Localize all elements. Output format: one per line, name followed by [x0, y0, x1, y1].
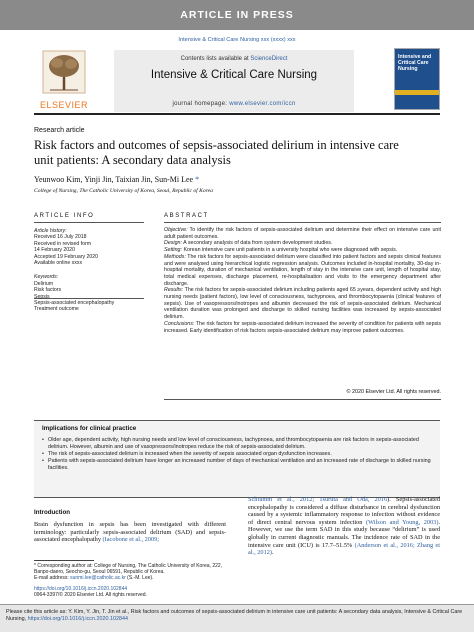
affiliation: College of Nursing, The Catholic University of Korea, Seoul, Republic of Korea — [34, 188, 213, 194]
introduction-continued — [248, 496, 440, 557]
journal-homepage — [114, 101, 354, 107]
abstract-objective — [164, 227, 441, 240]
abstract-heading: ABSTRACT — [164, 213, 209, 219]
implications-box — [34, 420, 440, 498]
article-in-press-banner: ARTICLE IN PRESS — [0, 0, 474, 30]
elsevier-wordmark: ELSEVIER — [39, 100, 89, 110]
implication-item: • Older age, dependent activity, high nursing needs and low level of consciousness, tachypnoea, and thrombocytopaenia are risk factors in sepsis-associated delirium. However, albumin and use of vasopressors/inotropes reduce the risk of sepsis-associated delirium. — [42, 437, 419, 450]
contents-line — [114, 56, 354, 62]
keyword: Sepsis — [34, 293, 50, 300]
bullet-icon: • — [42, 450, 44, 457]
abstract-results — [164, 287, 441, 321]
citation-box — [0, 604, 474, 632]
results-text: The risk factors for sepsis-associated delirium including patients aged 65 ≥years, dependent activity and high nursing needs (patient factors), low level of consciousness, tachypnoea, and thrombocytopaenia (clinical features of sepsis). Use of vasopressors/inotropes and albumin decreased the risk of sepsis-associated delirium. Mechanical ventilation duration was prolonged and discharge to skilled nursing facilities was increased by sepsis-associated delirium. — [164, 287, 441, 321]
article-info-heading: ARTICLE INFO — [34, 213, 95, 219]
email-line: E-mail address: sunmi.lee@catholic.ac.kr (S.-M. Lee). — [34, 575, 154, 582]
journal-title: Intensive & Critical Care Nursing — [150, 69, 318, 81]
abstract-conclusions — [164, 321, 441, 334]
methods-label: Methods: — [164, 253, 186, 260]
keyword: Sepsis-associated encephalopathy — [34, 300, 115, 307]
authors-text: Yeunwoo Kim, Yinji Jin, Taixian Jin, Sun-Mi Lee — [34, 175, 194, 184]
design-text: A secondary analysis of data from system development studies. — [181, 240, 333, 247]
citation-link[interactable]: (Wilson and Young, 2003) — [366, 518, 439, 526]
homepage-prefix: journal homepage: — [172, 101, 230, 107]
abstract-design — [164, 240, 441, 247]
implication-item: • The risk of sepsis-associated delirium is increased when the severity of sepsis associated organ dysfunction increases. — [42, 450, 332, 457]
methods-text: The risk factors for sepsis-associated delirium were classified into patient factors and sepsis clinical features and were analysed using hierarchical logistic regression analysis. Outcomes included in-hospital mortality, 30-day in-hospital mortality, duration of mechanical ventilation, length of stay in the intensive care unit, length of hospital stay, total medical expenses, discharge placement, re-hospitalisation and visits to the emergency department after discharge. — [164, 253, 441, 287]
copyright-notice: © 2020 Elsevier Ltd. All rights reserved. — [346, 389, 441, 395]
journal-reference[interactable]: Intensive & Critical Care Nursing xxx (xxxx) xxx — [178, 37, 296, 43]
intro-paragraph: . However, we use the term SAD in this study because “delirium” is used globally in current diagnostic manuals. The incidence rate of SAD in the intensive care unit (ICU) is 17.7–51.5% — [248, 518, 441, 549]
history-line: Received in revised form — [34, 240, 92, 247]
email-link[interactable]: sunmi.lee@catholic.ac.kr — [70, 575, 126, 582]
implications-title: Implications for clinical practice — [42, 425, 137, 432]
citation-link[interactable]: (Iacobone et al., 2009; — [102, 536, 160, 544]
sciencedirect-link[interactable]: ScienceDirect — [250, 56, 288, 62]
intro-paragraph: Brain dysfunction in sepsis has been investigated with different terminology: particularly sepsis-associated delirium (SAD) and sepsis-associated encephalopathy — [34, 521, 226, 544]
article-info — [34, 228, 144, 313]
footnotes — [34, 563, 226, 598]
abstract-setting — [164, 247, 441, 254]
history-label: Article history: — [34, 228, 67, 234]
introduction-heading: Introduction — [34, 509, 71, 516]
corresponding-author-mark[interactable]: * — [195, 175, 200, 184]
citation-text: Please cite this article as: Y. Kim, Y. Jin, T. Jin et al., Risk factors and outcomes of sepsis-associated delirium in intensive care unit patients: A secondary data analysis, Intensive & Critical Care Nursing, — [6, 609, 463, 623]
setting-label: Setting: — [164, 247, 182, 254]
implication-item: • Patients with sepsis-associated delirium have longer an increased number of days of mechanical ventilation and an increased rate of discharge to skilled nursing facilities. — [42, 458, 431, 471]
conclusions-text: The risk factors for sepsis-associated delirium increased the severity of condition for patients with sepsis increased. Early identification of risk factors sepsis-associated delirium may improve patient outcomes. — [164, 320, 441, 334]
citation-doi-link[interactable]: https://doi.org/10.1016/j.iccn.2020.102844 — [27, 616, 128, 623]
history-line: Received 16 July 2018 — [34, 234, 87, 241]
elsevier-tree-icon — [42, 50, 86, 94]
article-type: Research article — [34, 127, 85, 134]
abstract-bottom-rule — [164, 399, 441, 400]
objective-label: Objective: — [164, 227, 188, 233]
abstract-rule — [164, 222, 441, 223]
elsevier-logo — [34, 50, 94, 110]
keyword: Delirium — [34, 280, 54, 287]
citation-link[interactable]: Schramm et al., 2012; Tsuruta and Oda, 2016 — [248, 496, 388, 503]
contents-prefix: Contents lists available at — [180, 56, 251, 62]
history-line: 14 February 2020 — [34, 247, 75, 254]
article-info-rule — [34, 222, 144, 223]
corresponding-author-note: * Corresponding author at: College of Nursing, The Catholic University of Korea, 222, Banpo-daero, Seocho-gu, Seoul 06591, Republic of Korea. — [34, 563, 223, 576]
journal-masthead — [34, 45, 440, 115]
intro-paragraph: . — [271, 549, 274, 557]
history-line: Accepted 19 February 2020 — [34, 253, 99, 260]
journal-cover-image[interactable] — [394, 48, 440, 110]
introduction-text — [34, 521, 226, 544]
homepage-link[interactable]: www.elsevier.com/iccn — [229, 101, 296, 107]
article-title: Risk factors and outcomes of sepsis-associated delirium in intensive care unit patients: A secondary data analysis — [34, 138, 399, 167]
keywords-label: Keywords: — [34, 274, 59, 281]
abstract-body — [164, 227, 441, 334]
issn-line: 0964-3397/© 2020 Elsevier Ltd. All rights reserved. — [34, 592, 147, 599]
bullet-icon: • — [42, 437, 44, 443]
abstract-methods — [164, 254, 441, 288]
bullet-icon: • — [42, 458, 44, 465]
implications-list — [42, 437, 434, 472]
objective-text: To identify the risk factors of sepsis-associated delirium and determine their effect on intensive care unit adult patient outcomes. — [164, 227, 441, 240]
results-label: Results: — [164, 287, 184, 294]
cover-title: Intensive and Critical Care Nursing — [398, 54, 432, 72]
keyword: Treatment outcome — [34, 306, 79, 313]
citation-link[interactable]: (Anderson et al., 2016; Zhang et al., 2012) — [248, 541, 440, 557]
intro-paragraph: ). Sepsis-associated encephalopathy is considered a diffuse disturbance in cerebral dysfunction caused by a systemic inflammatory response to infection without evidence of direct central nervous system infection — [248, 496, 440, 526]
author-list — [34, 175, 199, 184]
keyword: Risk factors — [34, 287, 62, 294]
conclusions-label: Conclusions: — [164, 320, 195, 327]
cover-stripe — [395, 90, 439, 95]
setting-text: Korean intensive care unit patients in a university hospital who were diagnosed with sepsis. — [181, 247, 398, 254]
design-label: Design: — [164, 240, 182, 247]
footnote-rule — [34, 560, 94, 561]
history-line: Available online xxxx — [34, 260, 83, 267]
doi-link[interactable]: https://doi.org/10.1016/j.iccn.2020.102844 — [34, 586, 128, 593]
